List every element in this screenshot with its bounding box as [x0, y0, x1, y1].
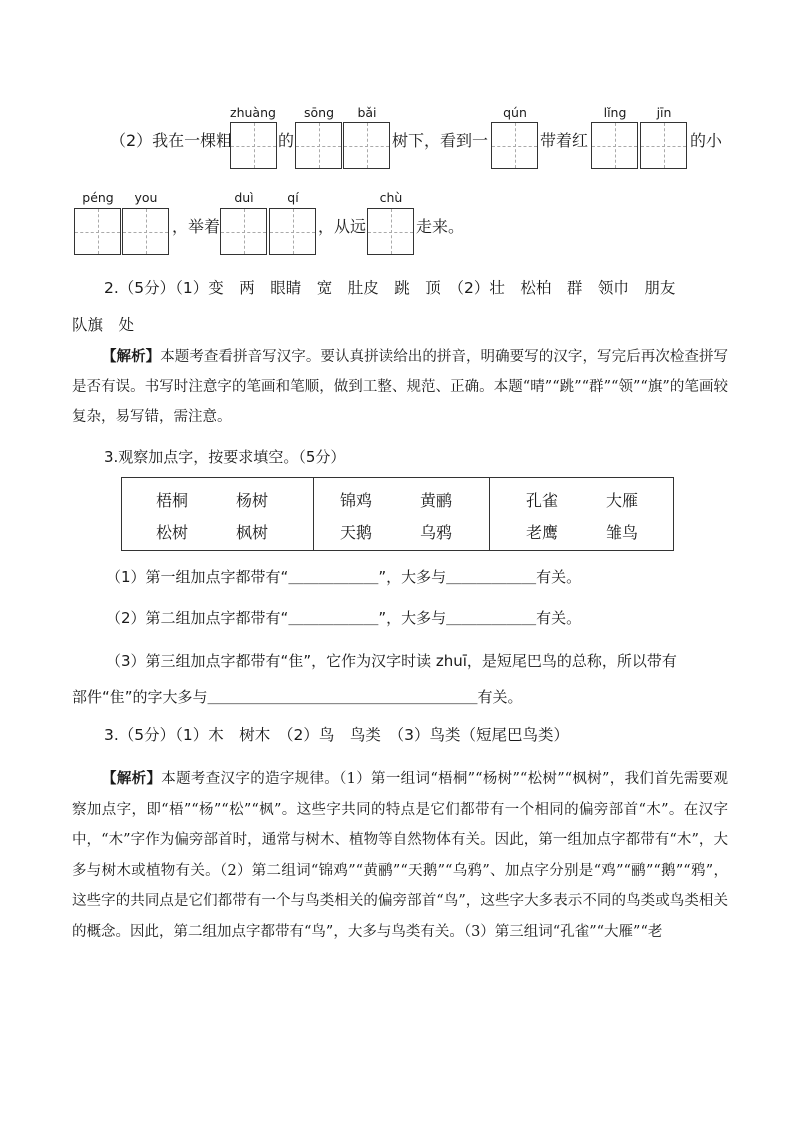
q3-sub2: （2）第二组加点字都带有“＿＿＿＿＿＿”，大多与＿＿＿＿＿＿有关。	[106, 609, 582, 627]
char-box-song[interactable]	[295, 122, 342, 169]
table-cell: 天鹅	[340, 523, 373, 542]
q2-part2-label: （2）我在一棵粗	[110, 131, 233, 150]
q3-word-table	[121, 477, 674, 551]
table-cell: 梧桐	[156, 491, 189, 510]
table-cell: 老鹰	[526, 523, 559, 542]
table-cell: 杨树	[236, 491, 269, 510]
pinyin-peng: péng	[82, 190, 114, 205]
table-cell: 孔雀	[526, 491, 559, 510]
pinyin-you: you	[134, 190, 158, 205]
table-cell: 枫树	[236, 523, 269, 542]
char-box-peng[interactable]	[74, 208, 121, 255]
answer2-line2: 队旗 处	[72, 316, 135, 334]
pinyin-song: sōng	[303, 105, 335, 120]
q3-sub1: （1）第一组加点字都带有“＿＿＿＿＿＿”，大多与＿＿＿＿＿＿有关。	[106, 568, 582, 586]
q2-shu-xia: 树下，看到一	[392, 131, 489, 150]
analysis2-tag: 【解析】	[102, 349, 161, 365]
pinyin-dui: duì	[234, 190, 254, 205]
table-cell: 雏鸟	[606, 523, 639, 542]
char-box-ling[interactable]	[591, 122, 638, 169]
pinyin-qun: qún	[503, 105, 527, 120]
pinyin-ling: lǐng	[603, 105, 627, 120]
q3-title: 3.观察加点字，按要求填空。（5分）	[104, 448, 346, 466]
char-box-chu[interactable]	[367, 208, 414, 255]
q2-de1: 的	[278, 131, 295, 150]
q2-cong-yuan: ，从远	[318, 217, 367, 236]
answer2-line1: 2.（5分）（1）变 两 眼睛 宽 肚皮 跳 顶 （2）壮 松柏 群 领巾 朋友	[104, 279, 676, 297]
analysis2-paragraph	[72, 342, 728, 432]
char-box-zhuang[interactable]	[230, 122, 277, 169]
char-box-jin[interactable]	[640, 122, 687, 169]
q2-de-xiao: 的小	[690, 131, 723, 150]
pinyin-chu: chù	[379, 190, 403, 205]
pinyin-zhuang: zhuàng	[230, 105, 276, 120]
pinyin-bai: bǎi	[357, 105, 377, 120]
char-box-qi[interactable]	[269, 208, 316, 255]
q2-dai-zhe-hong: 带着红	[540, 131, 589, 150]
pinyin-jin: jīn	[656, 105, 672, 120]
q3-sub3-line2: 部件“隹”的字大多与＿＿＿＿＿＿＿＿＿＿＿＿＿＿＿＿＿＿有关。	[72, 688, 523, 706]
analysis3-tag: 【解析】	[102, 771, 162, 787]
table-cell: 锦鸡	[340, 491, 373, 510]
table-cell: 乌鸦	[420, 523, 453, 542]
char-box-bai[interactable]	[343, 122, 390, 169]
char-box-you[interactable]	[122, 208, 169, 255]
analysis2-text: 本题考查看拼音写汉字。要认真拼读给出的拼音，明确要写的汉字，写完后再次检查拼写是否有误。书写时注意字的笔画和笔顺，做到工整、规范、正确。本题“晴”“跳”“群”“领”“旗”的笔画较复杂，易写错，需注意。	[72, 349, 729, 425]
table-cell: 松树	[156, 523, 189, 542]
table-cell: 大雁	[606, 491, 639, 510]
q2-zou-lai: 走来。	[416, 217, 465, 236]
table-cell: 黄鹂	[420, 491, 453, 510]
char-box-dui[interactable]	[220, 208, 267, 255]
answer3-line: 3.（5分）（1）木 树木 （2）鸟 鸟类 （3）鸟类（短尾巴鸟类）	[104, 726, 569, 744]
q2-ju-zhe: ，举着	[172, 217, 221, 236]
analysis3-paragraph	[72, 764, 728, 947]
char-box-qun[interactable]	[491, 122, 538, 169]
analysis3-text: 本题考查汉字的造字规律。（1）第一组词“梧桐”“杨树”“松树”“枫树”，我们首先需要观察加点字，即“梧”“杨”“松”“枫”。这些字共同的特点是它们都带有一个相同的偏旁部首“木”。在汉字中，“木”字作为偏旁部首时，通常与树木、植物等自然物体有关。因此，第一组加点字都带有“木”，大多与树木或植物有关。（2）第二组词“锦鸡”“黄鹂”“天鹅”“乌鸦”、加点字分别是“鸡”“鹂”“鹅”“鸦”，这些字的共同点是它们都带有一个与鸟类相关的偏旁部首“鸟”，这些字大多表示不同的鸟类或鸟类相关的概念。因此，第二组加点字都带有“鸟”，大多与鸟类有关。（3）第三组词“孔雀”“大雁”“老	[72, 771, 728, 940]
q3-sub3-line1: （3）第三组加点字都带有“隹”，它作为汉字时读 zhuī，是短尾巴鸟的总称，所以带有	[106, 652, 677, 670]
pinyin-qi: qí	[287, 190, 299, 205]
